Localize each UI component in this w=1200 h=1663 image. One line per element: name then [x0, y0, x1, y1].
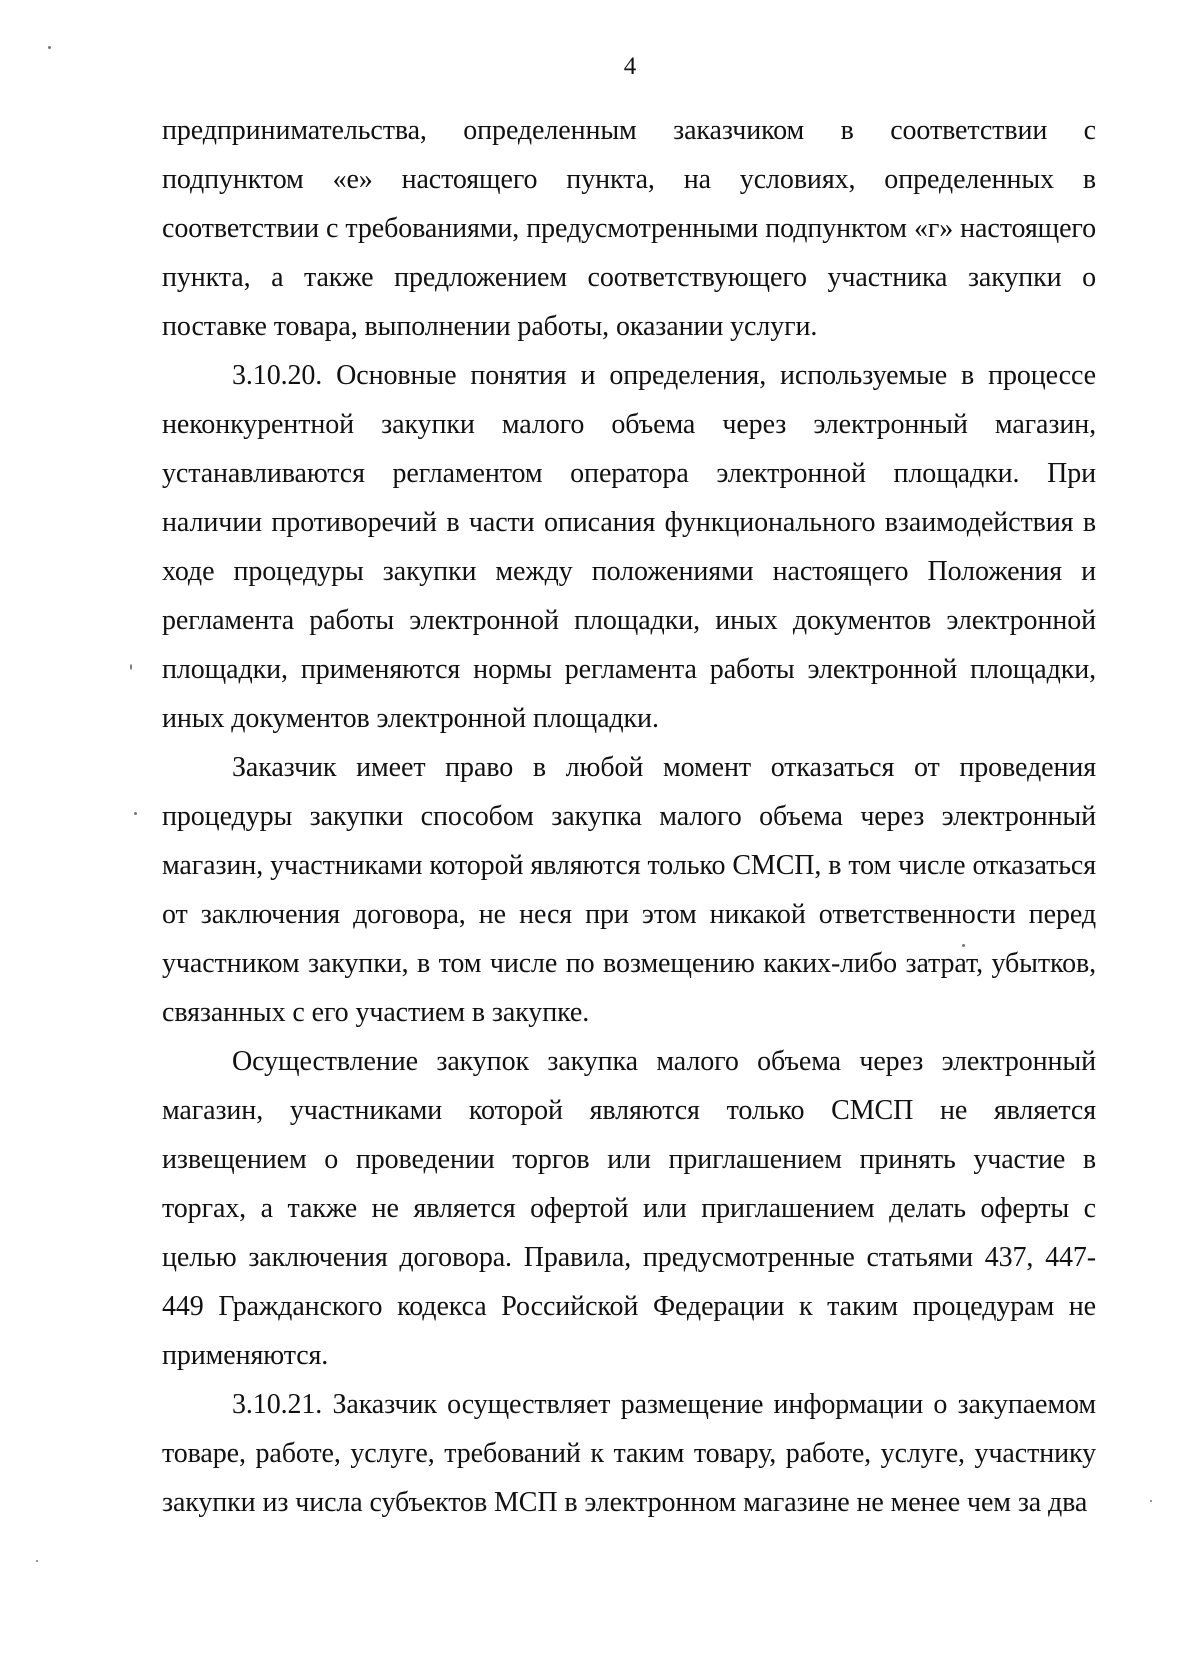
scan-speck: [962, 944, 965, 947]
body-text: [162, 106, 1096, 1527]
page-number: 4: [623, 53, 637, 80]
paragraph-customer-right-to-cancel: Заказчик имеет право в любой момент отказаться от проведения процедуры закупки способом закупка малого объема через электронный магазин, участниками которой являются только СМСП, в том числе отказаться от заключения договора, не неся при этом никакой ответственности перед участником закупки, в том числе по возмещению каких-либо затрат, убытков, связанных с его участием в закупке.: [162, 752, 1096, 1028]
paragraph-3-10-21: 3.10.21. Заказчик осуществляет размещение информации о закупаемом товаре, работе, услуге, требований к таким товару, работе, услуге, участнику закупки из числа субъектов МСП в электронном магазине не менее чем за два: [162, 1389, 1096, 1518]
scan-speck: [130, 664, 132, 670]
paragraph-continuation: предпринимательства, определенным заказчиком в соответствии с подпунктом «е» настоящего пункта, на условиях, определенных в соответствии с требованиями, предусмотренными подпунктом «г» настоящего пункта, а также предложением соответствующего участника закупки о поставке товара, выполнении работы, оказании услуги.: [162, 115, 1096, 342]
paragraph-not-a-tender-notice: Осуществление закупок закупка малого объема через электронный магазин, участниками которой являются только СМСП не является извещением о проведении торгов или приглашением принять участие в торгах, а также не является офертой или приглашением делать оферты с целью заключения договора. Правила, предусмотренные статьями 437, 447-449 Гражданского кодекса Российской Федерации к таким процедурам не применяются.: [162, 1046, 1096, 1371]
paragraph-3-10-20: 3.10.20. Основные понятия и определения, используемые в процессе неконкурентной закупки малого объема через электронный магазин, устанавливаются регламентом оператора электронной площадки. При наличии противоречий в части описания функционального взаимодействия в ходе процедуры закупки между положениями настоящего Положения и регламента работы электронной площадки, иных документов электронной площадки, применяются нормы регламента работы электронной площадки, иных документов электронной площадки.: [162, 360, 1096, 734]
scan-speck: [48, 46, 51, 49]
scan-speck: [134, 812, 137, 815]
scan-speck: [36, 1560, 38, 1562]
scan-speck: [1150, 1500, 1152, 1502]
